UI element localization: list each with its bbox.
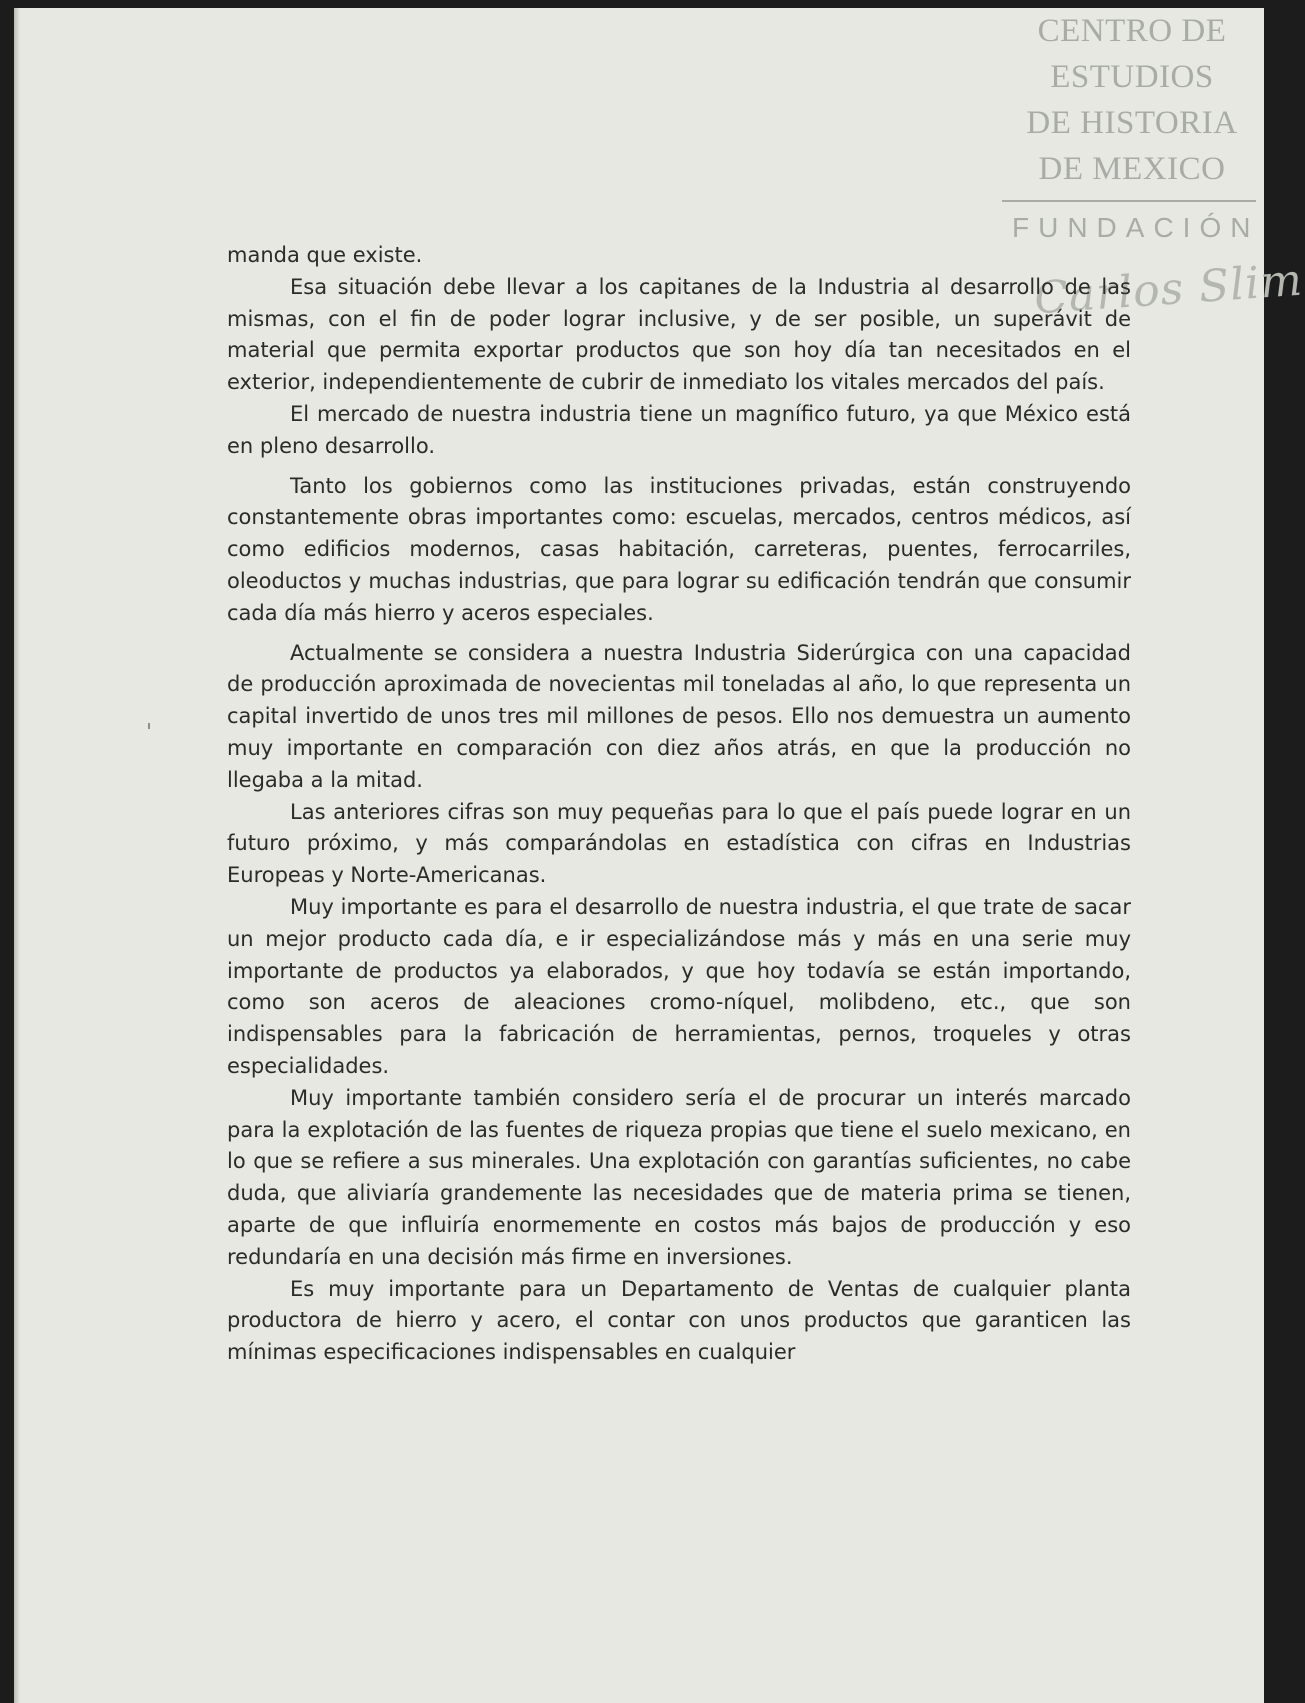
stamp-divider	[1002, 200, 1256, 202]
paragraph: Es muy importante para un Departamento de Ventas de cualquier planta productora de hierro y acero, el contar con unos productos que garanticen las mínimas especificaciones indispensables en cualquier	[227, 1276, 1131, 1365]
document-body	[227, 240, 1131, 1369]
paragraph: Tanto los gobiernos como las instituciones privadas, están construyendo constantemente obras importantes como: escuelas, mercados, centros médicos, así como edificios modernos, casas habitación, carreteras, puentes, ferrocarriles, oleoductos y muchas industrias, que para lograr su edificación tendrán que consumir cada día más hierro y aceros especiales.	[227, 473, 1131, 625]
scan-speck	[148, 723, 150, 729]
page-edge-shadow	[14, 8, 20, 1703]
archive-stamp	[1000, 8, 1264, 244]
stamp-line-3: DE HISTORIA	[1026, 105, 1238, 141]
paragraph: Muy importante es para el desarrollo de nuestra industria, el que trate de sacar un mejor producto cada día, e ir especializándose más y más en una serie muy importante de productos ya elaborados, y que hoy todavía se están importando, como son aceros de aleaciones cromo-níquel, molibdeno, etc., que son indispensables para la fabricación de herramientas, pernos, troqueles y otras especialidades.	[227, 894, 1131, 1078]
stamp-foundation: FUNDACIÓN	[1012, 212, 1260, 243]
paragraph: Actualmente se considera a nuestra Industria Siderúrgica con una capacidad de producción aproximada de novecientas mil toneladas al año, lo que representa un capital invertido de unos tres mil millones de pesos. Ello nos demuestra un aumento muy importante en comparación con diez años atrás, en que la producción no llegaba a la mitad.	[227, 640, 1131, 792]
paragraph-continuation: manda que existe.	[227, 243, 423, 267]
paragraph: Muy importante también considero sería el de procurar un interés marcado para la explotación de las fuentes de riqueza propias que tiene el suelo mexicano, en lo que se refiere a sus minerales. Una explotación con garantías suficientes, no cabe duda, que aliviaría grandemente las necesidades que de materia prima se tienen, aparte de que influiría enormemente en costos más bajos de producción y eso redundaría en una decisión más firme en inversiones.	[227, 1085, 1131, 1269]
stamp-line-2: ESTUDIOS	[1050, 59, 1214, 95]
paragraph: El mercado de nuestra industria tiene un magnífico futuro, ya que México está en pleno desarrollo.	[227, 401, 1131, 458]
paragraph: Las anteriores cifras son muy pequeñas para lo que el país puede lograr en un futuro próximo, y más comparándolas en estadística con cifras en Industrias Europeas y Norte-Americanas.	[227, 799, 1131, 888]
stamp-line-4: DE MEXICO	[1038, 151, 1226, 187]
document-page	[14, 8, 1305, 1703]
paragraph: Esa situación debe llevar a los capitanes de la Industria al desarrollo de las mismas, con el fin de poder lograr inclusive, y de ser posible, un superávit de material que permita exportar productos que son hoy día tan necesitados en el exterior, independientemente de cubrir de inmediato los vitales mercados del país.	[227, 274, 1131, 395]
stamp-line-1: CENTRO DE	[1037, 13, 1227, 49]
signature-watermark: Carlos Slim	[1032, 254, 1305, 325]
